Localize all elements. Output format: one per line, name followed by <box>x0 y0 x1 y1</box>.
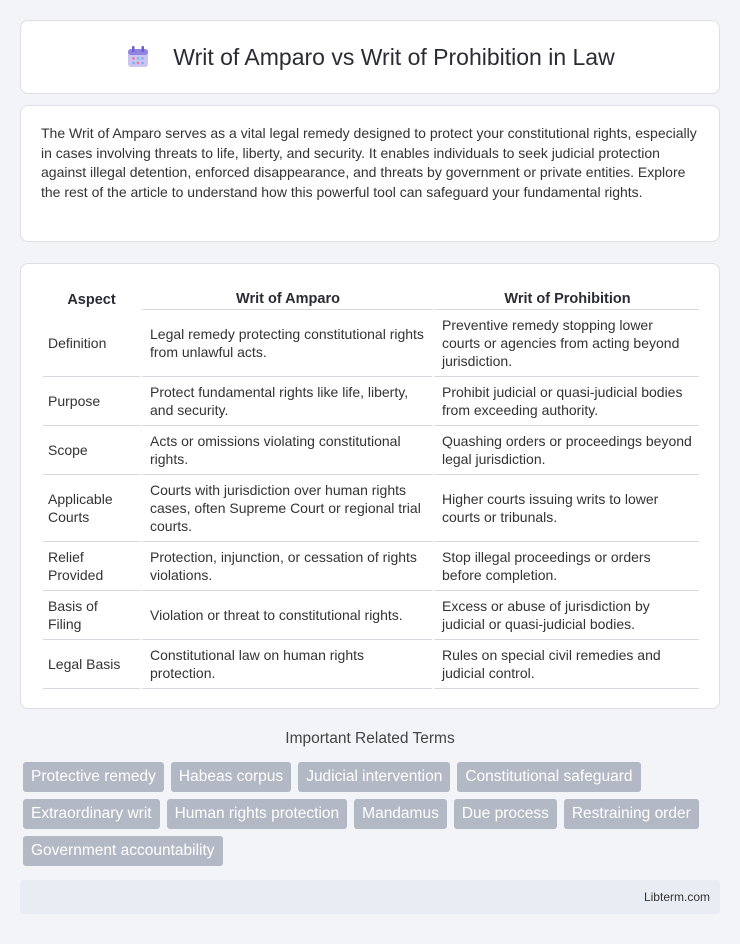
row-aspect: Definition <box>43 310 140 377</box>
row-prohibition: Prohibit judicial or quasi-judicial bodies from exceeding authority. <box>432 377 699 426</box>
comparison-table-card <box>20 263 720 709</box>
table-row <box>43 640 699 689</box>
footer-site-link[interactable]: Libterm.com <box>643 890 710 904</box>
row-prohibition: Higher courts issuing writs to lower courts or tribunals. <box>432 475 699 542</box>
page-title: Writ of Amparo vs Writ of Prohibition in Law <box>173 43 615 70</box>
table-row <box>43 377 699 426</box>
table-row <box>43 426 699 475</box>
row-amparo: Legal remedy protecting constitutional rights from unlawful acts. <box>140 310 432 377</box>
row-aspect: Relief Provided <box>43 542 140 591</box>
related-term-tag[interactable]: Mandamus <box>354 799 447 829</box>
intro-text: The Writ of Amparo serves as a vital legal remedy designed to protect your constitutional rights, especially in cases involving threats to life, liberty, and security. It enables individuals to seek judicial protection against illegal detention, enforced disappearance, and threats by government or private entities. Explore the rest of the article to understand how this powerful tool can safeguard your fundamental rights. <box>41 125 697 200</box>
table-row <box>43 542 699 591</box>
row-prohibition: Preventive remedy stopping lower courts or agencies from acting beyond jurisdiction. <box>432 310 699 377</box>
related-term-tag[interactable]: Judicial intervention <box>298 762 450 792</box>
related-term-tag[interactable]: Human rights protection <box>167 799 348 829</box>
related-term-tag[interactable]: Extraordinary writ <box>23 799 160 829</box>
row-amparo: Acts or omissions violating constitutional rights. <box>140 426 432 475</box>
row-aspect: Applicable Courts <box>43 475 140 542</box>
table-row <box>43 310 699 377</box>
table-row <box>43 591 699 640</box>
table-row <box>43 475 699 542</box>
comparison-table <box>43 284 699 689</box>
footer <box>20 880 720 914</box>
row-aspect: Basis of Filing <box>43 591 140 640</box>
related-term-tag[interactable]: Protective remedy <box>23 762 164 792</box>
header-aspect: Aspect <box>67 292 116 308</box>
row-amparo: Courts with jurisdiction over human rights cases, often Supreme Court or regional trial courts. <box>140 475 432 542</box>
row-prohibition: Excess or abuse of jurisdiction by judicial or quasi-judicial bodies. <box>432 591 699 640</box>
related-terms-title: Important Related Terms <box>285 730 455 747</box>
row-amparo: Protect fundamental rights like life, liberty, and security. <box>140 377 432 426</box>
row-aspect: Scope <box>43 426 140 475</box>
header-amparo: Writ of Amparo <box>140 284 432 310</box>
row-prohibition: Quashing orders or proceedings beyond legal jurisdiction. <box>432 426 699 475</box>
row-aspect: Legal Basis <box>43 640 140 689</box>
row-amparo: Constitutional law on human rights protection. <box>140 640 432 689</box>
intro-card <box>20 105 720 242</box>
header-prohibition: Writ of Prohibition <box>432 284 699 310</box>
table-header-row <box>43 284 699 310</box>
row-prohibition: Stop illegal proceedings or orders before completion. <box>432 542 699 591</box>
row-amparo: Violation or threat to constitutional rights. <box>140 591 432 640</box>
calendar-icon <box>125 44 151 70</box>
title-card <box>20 20 720 94</box>
related-terms-list <box>23 762 723 873</box>
related-term-tag[interactable]: Habeas corpus <box>171 762 291 792</box>
related-term-tag[interactable]: Government accountability <box>23 836 223 866</box>
row-prohibition: Rules on special civil remedies and judicial control. <box>432 640 699 689</box>
row-amparo: Protection, injunction, or cessation of rights violations. <box>140 542 432 591</box>
related-term-tag[interactable]: Due process <box>454 799 557 829</box>
row-aspect: Purpose <box>43 377 140 426</box>
related-term-tag[interactable]: Constitutional safeguard <box>457 762 640 792</box>
related-term-tag[interactable]: Restraining order <box>564 799 699 829</box>
